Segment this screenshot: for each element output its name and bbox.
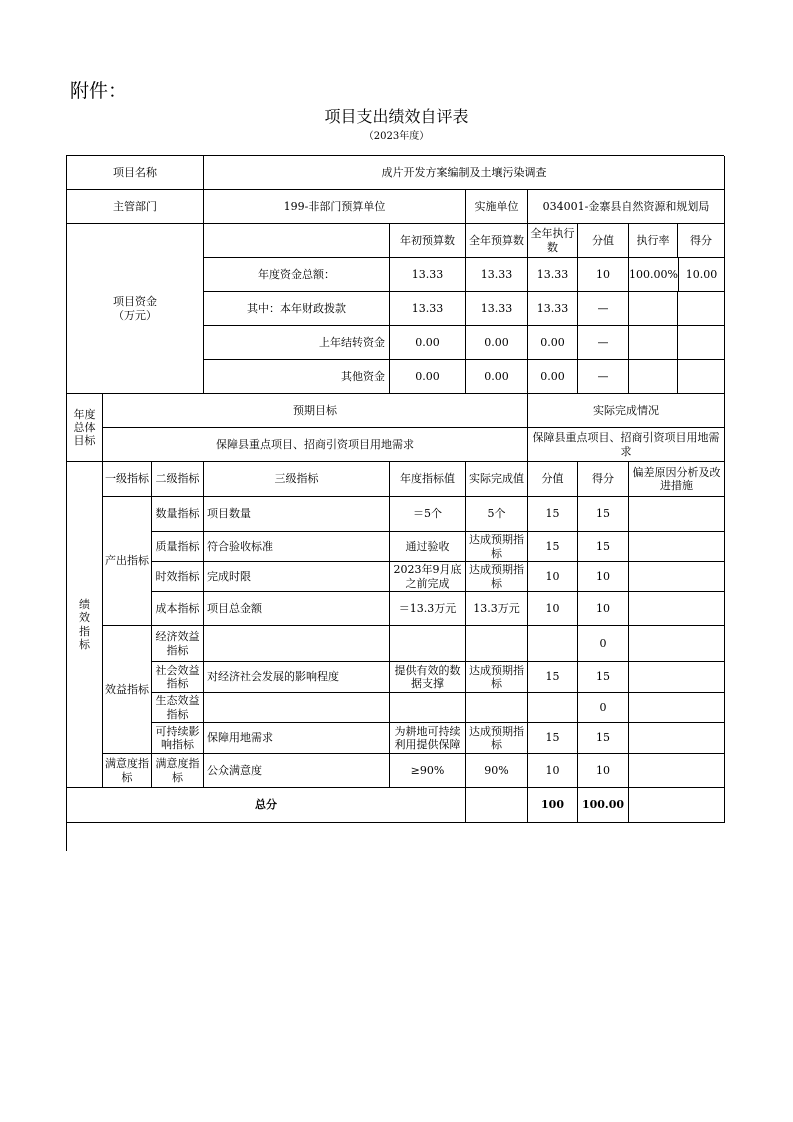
funds-annual: 0.00 (466, 360, 528, 394)
funds-header-initial: 年初预算数 (390, 224, 466, 258)
indicator-l2: 可持续影响指标 (152, 723, 204, 754)
total-score: 100.00 (578, 788, 629, 823)
attachment-label: 附件： (70, 80, 128, 102)
evaluation-table (66, 155, 724, 851)
indicator-actual: 13.3万元 (466, 592, 528, 626)
indicator-target (390, 626, 466, 662)
indicator-l3: 项目总金额 (204, 592, 390, 626)
indicator-l3: 公众满意度 (204, 754, 390, 788)
dept-value: 199-非部门预算单位 (204, 190, 466, 224)
funds-initial: 13.33 (390, 258, 466, 292)
indicator-notes (629, 754, 725, 788)
indicator-l3: 符合验收标准 (204, 532, 390, 562)
funds-label: 项目资金 （万元） (67, 224, 204, 394)
funds-score-value: — (578, 292, 629, 326)
output-label: 产出指标 (103, 497, 152, 626)
indicator-notes (629, 662, 725, 693)
perf-header-actual: 实际完成值 (466, 462, 528, 497)
perf-header-l3: 三级指标 (204, 462, 390, 497)
funds-rate (629, 326, 678, 359)
impl-label: 实施单位 (466, 190, 528, 224)
dept-label: 主管部门 (67, 190, 204, 224)
perf-header-notes: 偏差原因分析及改进措施 (629, 462, 725, 497)
indicator-l3: 保障用地需求 (204, 723, 390, 754)
indicator-actual (466, 693, 528, 723)
funds-executed: 13.33 (528, 292, 578, 326)
indicator-target (390, 693, 466, 723)
indicator-score: 15 (578, 532, 629, 562)
indicator-l3: 完成时限 (204, 562, 390, 592)
benefit-label: 效益指标 (103, 626, 152, 754)
indicator-notes (629, 626, 725, 662)
indicator-score-value: 10 (528, 562, 578, 592)
indicator-l2: 时效指标 (152, 562, 204, 592)
funds-score: 10.00 (685, 267, 718, 281)
funds-score-value: — (578, 360, 629, 394)
indicator-score-value: 15 (528, 497, 578, 532)
funds-rate: 100.00% (629, 258, 679, 291)
indicator-score: 15 (578, 723, 629, 754)
indicator-l2: 成本指标 (152, 592, 204, 626)
funds-rate-score (629, 258, 725, 292)
indicator-score-value (528, 693, 578, 723)
funds-header-rate: 执行率 (629, 224, 678, 257)
indicator-target: 通过验收 (390, 532, 466, 562)
indicator-actual (466, 626, 528, 662)
funds-row-label: 其中：本年财政拨款 (204, 292, 390, 326)
indicator-score: 10 (578, 592, 629, 626)
funds-score (678, 360, 724, 393)
indicator-notes (629, 497, 725, 532)
funds-annual: 13.33 (466, 258, 528, 292)
project-name-value: 成片开发方案编制及土壤污染调查 (204, 156, 725, 190)
indicator-notes (629, 723, 725, 754)
indicator-target: 提供有效的数据支撑 (390, 662, 466, 693)
indicator-actual: 达成预期指标 (466, 662, 528, 693)
indicator-l3 (204, 693, 390, 723)
funds-score-value: 10 (578, 258, 629, 292)
perf-header-l2: 二级指标 (152, 462, 204, 497)
indicator-score-value: 10 (528, 592, 578, 626)
indicator-l2: 生态效益指标 (152, 693, 204, 723)
goal-expected-label: 预期目标 (103, 394, 528, 428)
funds-row-label: 其他资金 (204, 360, 390, 394)
perf-header-l1: 一级指标 (103, 462, 152, 497)
goal-label: 年度总体目标 (67, 394, 103, 462)
indicator-score-value: 10 (528, 754, 578, 788)
funds-initial: 0.00 (390, 326, 466, 360)
funds-header-executed: 全年执行数 (528, 224, 578, 258)
indicator-actual: 5个 (466, 497, 528, 532)
year-label: （2023年度） (363, 131, 430, 142)
indicator-score-value: 15 (528, 723, 578, 754)
indicator-actual: 达成预期指标 (466, 532, 528, 562)
indicator-target: ≥90% (390, 754, 466, 788)
impl-value: 034001-金寨县自然资源和规划局 (528, 190, 725, 224)
funds-rate (629, 292, 678, 325)
funds-score-value: — (578, 326, 629, 360)
indicator-target: ＝5个 (390, 497, 466, 532)
page-title: 项目支出绩效自评表 (324, 107, 469, 126)
perf-header-target: 年度指标值 (390, 462, 466, 497)
indicator-score: 10 (578, 562, 629, 592)
indicator-l2: 数量指标 (152, 497, 204, 532)
funds-header-annual: 全年预算数 (466, 224, 528, 258)
funds-rate-score (629, 326, 725, 360)
total-value: 100 (528, 788, 578, 823)
funds-executed: 13.33 (528, 258, 578, 292)
indicator-target: 为耕地可持续利用提供保障 (390, 723, 466, 754)
indicator-score: 0 (578, 693, 629, 723)
perf-header-score: 得分 (578, 462, 629, 497)
indicator-actual: 达成预期指标 (466, 723, 528, 754)
indicator-notes (629, 693, 725, 723)
indicator-l3 (204, 626, 390, 662)
indicator-score: 10 (578, 754, 629, 788)
funds-annual: 13.33 (466, 292, 528, 326)
indicator-target: ＝13.3万元 (390, 592, 466, 626)
indicator-score: 0 (578, 626, 629, 662)
indicator-score-value (528, 626, 578, 662)
indicator-notes (629, 592, 725, 626)
funds-initial: 13.33 (390, 292, 466, 326)
indicator-score: 15 (578, 497, 629, 532)
indicator-notes (629, 532, 725, 562)
funds-rate-score (629, 360, 725, 394)
funds-annual: 0.00 (466, 326, 528, 360)
funds-score (678, 292, 724, 325)
funds-row-label: 年度资金总额： (204, 258, 390, 292)
indicator-target: 2023年9月底之前完成 (390, 562, 466, 592)
perf-header-score-value: 分值 (528, 462, 578, 497)
indicator-l3: 对经济社会发展的影响程度 (204, 662, 390, 693)
indicator-l2: 质量指标 (152, 532, 204, 562)
indicator-notes (629, 562, 725, 592)
indicator-score-value: 15 (528, 532, 578, 562)
indicator-score: 15 (578, 662, 629, 693)
indicator-actual: 90% (466, 754, 528, 788)
goal-expected-value: 保障县重点项目、招商引资项目用地需求 (103, 428, 528, 462)
funds-score (678, 326, 724, 359)
total-blank (466, 788, 528, 823)
project-name-label: 项目名称 (67, 156, 204, 190)
total-notes (629, 788, 725, 823)
indicator-l2: 经济效益指标 (152, 626, 204, 662)
funds-header-score: 得分 (690, 233, 712, 247)
total-label: 总分 (67, 788, 466, 823)
goal-actual-value: 保障县重点项目、招商引资项目用地需求 (528, 428, 725, 462)
indicator-l2: 满意度指标 (152, 754, 204, 788)
funds-initial: 0.00 (390, 360, 466, 394)
indicator-score-value: 15 (528, 662, 578, 693)
funds-executed: 0.00 (528, 360, 578, 394)
funds-rate-score (629, 292, 725, 326)
funds-executed: 0.00 (528, 326, 578, 360)
indicator-actual: 达成预期指标 (466, 562, 528, 592)
indicator-l3: 项目数量 (204, 497, 390, 532)
funds-header-blank (204, 224, 390, 258)
funds-header-rate-score (629, 224, 725, 258)
indicator-l2: 社会效益指标 (152, 662, 204, 693)
satisfaction-label: 满意度指标 (103, 754, 152, 788)
goal-actual-label: 实际完成情况 (528, 394, 725, 428)
funds-header-score-value: 分值 (578, 224, 629, 258)
funds-rate (629, 360, 678, 393)
funds-row-label: 上年结转资金 (204, 326, 390, 360)
perf-label: 绩效指标 (67, 462, 103, 788)
